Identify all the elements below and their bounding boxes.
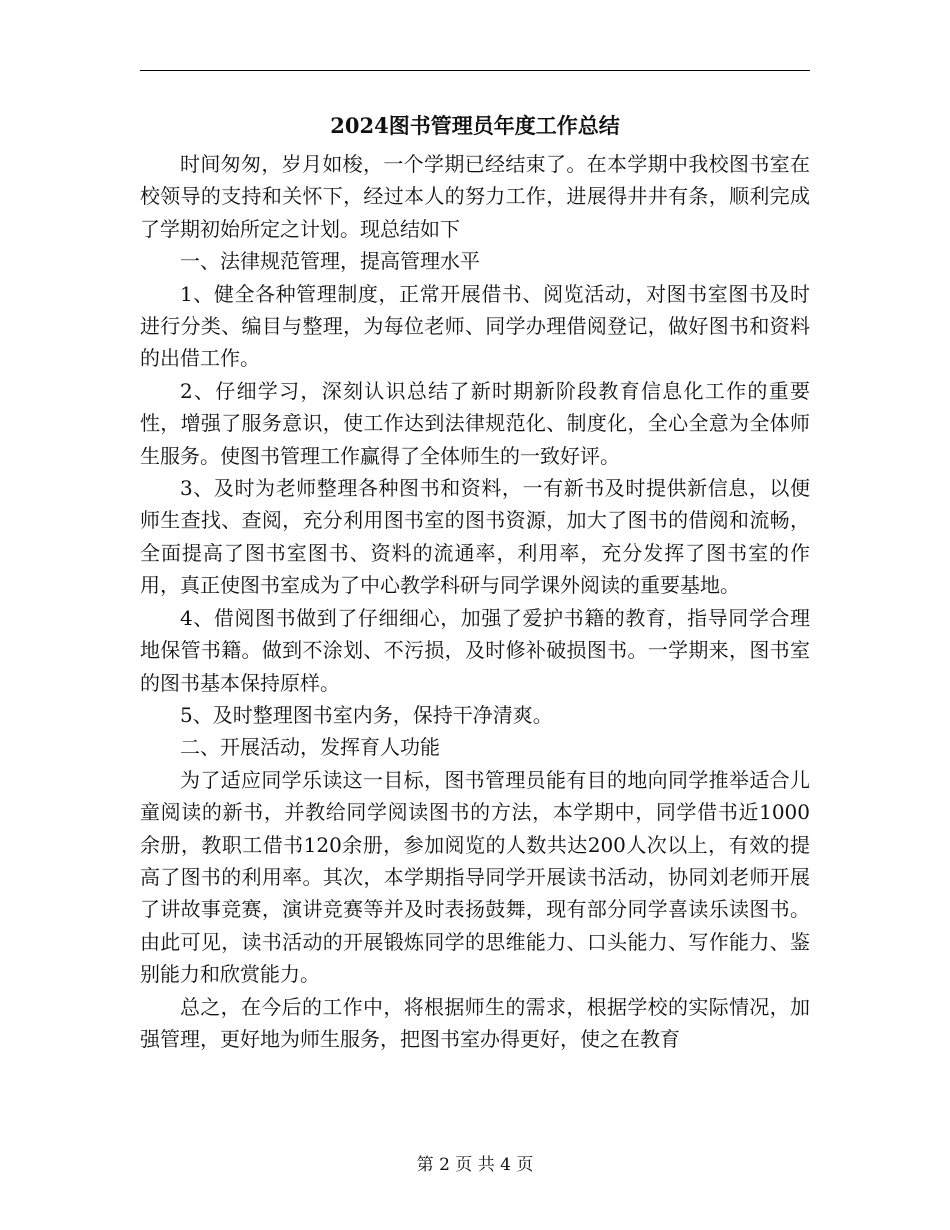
paragraph-intro: 时间匆匆，岁月如梭，一个学期已经结束了。在本学期中我校图书室在校领导的支持和关怀下，经过本人的努力工作，进展得井井有条，顺利完成了学期初始所定之计划。现总结如下	[140, 152, 810, 241]
paragraph-activities: 为了适应同学乐读这一目标，图书管理员能有目的地向同学推举适合儿童阅读的新书，并教给同学阅读图书的方法，本学期中，同学借书近1000余册，教职工借书120余册，参加阅览的人数共达200人次以上，有效的提高了图书的利用率。其次，本学期指导同学开展读书活动，协同刘老师开展了讲故事竞赛，演讲竞赛等并及时表扬鼓舞，现有部分同学喜读乐读图书。由此可见，读书活动的开展锻炼同学的思维能力、口头能力、写作能力、鉴别能力和欣赏能力。	[140, 767, 810, 987]
section-heading-1: 一、法律规范管理，提高管理水平	[180, 249, 480, 274]
paragraph-item-3: 3、及时为老师整理各种图书和资料，一有新书及时提供新信息，以便师生查找、查阅，充分利用图书室的图书资源，加大了图书的借阅和流畅，全面提高了图书室图书、资料的流通率，利用率，充分发挥了图书室的作用，真正使图书室成为了中心教学科研与同学课外阅读的重要基地。	[140, 476, 810, 598]
document-title: 2024图书管理员年度工作总结	[330, 113, 620, 138]
paragraph-item-4: 4、借阅图书做到了仔细细心，加强了爱护书籍的教育，指导同学合理地保管书籍。做到不涂划、不污损，及时修补破损图书。一学期来，图书室的图书基本保持原样。	[140, 605, 810, 695]
document-body	[140, 148, 810, 1055]
paragraph-item-1: 1、健全各种管理制度，正常开展借书、阅览活动，对图书室图书及时进行分类、编目与整理，为每位老师、同学办理借阅登记，做好图书和资料的出借工作。	[140, 281, 810, 371]
paragraph-item-2: 2、仔细学习，深刻认识总结了新时期新阶段教育信息化工作的重要性，增强了服务意识，使工作达到法律规范化、制度化，全心全意为全体师生服务。使图书管理工作赢得了全体师生的一致好评。	[140, 378, 810, 468]
paragraph-conclusion: 总之，在今后的工作中，将根据师生的需求，根据学校的实际情况，加强管理，更好地为师生服务，把图书室办得更好，使之在教育	[140, 994, 810, 1051]
header-rule	[140, 70, 810, 71]
paragraph-item-5: 5、及时整理图书室内务，保持干净清爽。	[180, 702, 553, 727]
page-indicator: 第 2 页 共 4 页	[416, 1155, 534, 1175]
section-heading-2: 二、开展活动，发挥育人功能	[180, 735, 440, 760]
